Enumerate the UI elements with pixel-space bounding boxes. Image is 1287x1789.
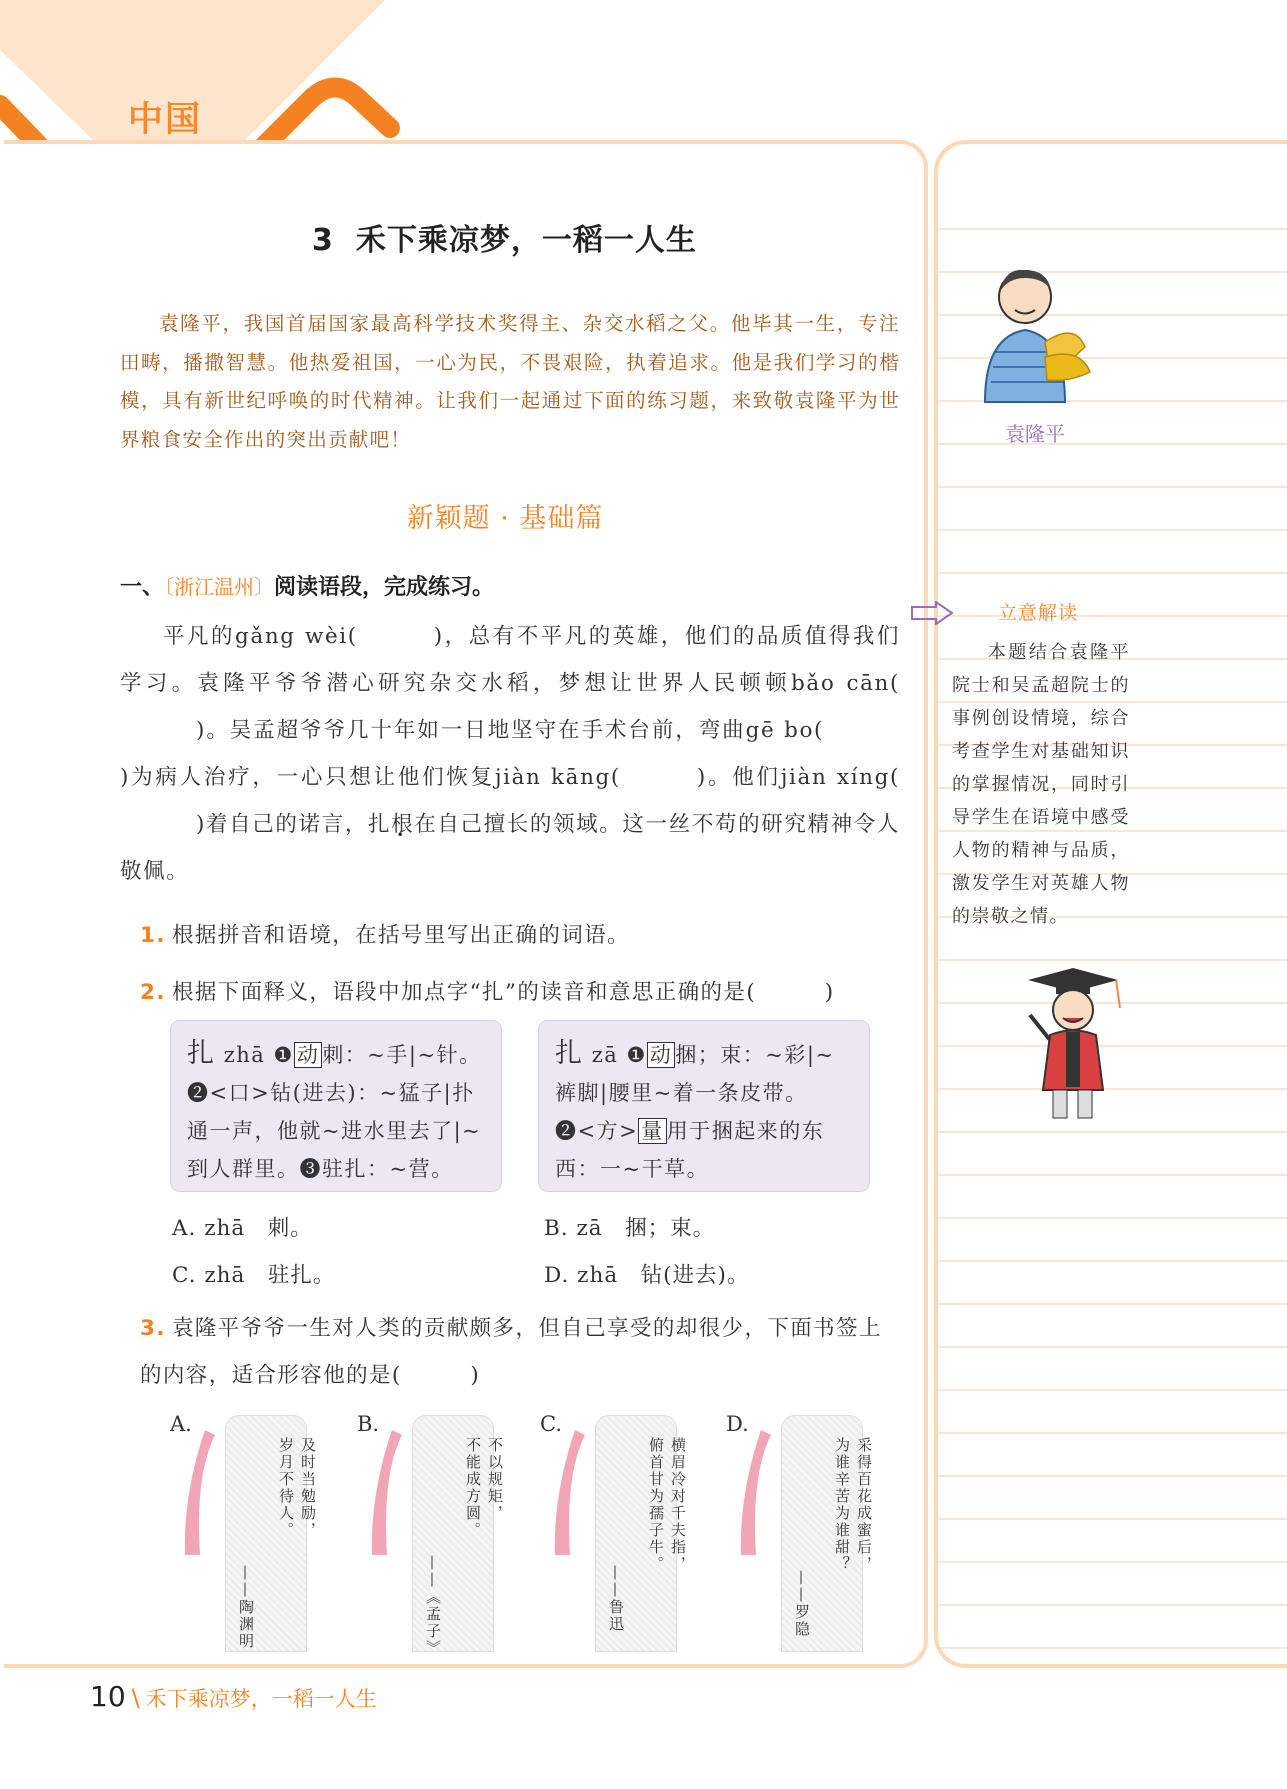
bookmark-label-b[interactable]: B.	[357, 1412, 380, 1436]
sub-question-1: 1. 根据拼音和语境，在括号里写出正确的词语。	[140, 923, 630, 948]
definition-zha: 扎 zhā ❶ 动 刺：~手|~针。 ❷<口>钻(进去)：~猛子|扑通一声，他就~进水里去了|~到人群里。❸驻扎：~营。	[170, 1020, 502, 1192]
footer-title: 禾下乘凉梦，一稻一人生	[145, 1687, 377, 1711]
portrait-caption: 袁隆平	[1005, 422, 1065, 446]
arrow-icon	[910, 601, 954, 625]
bookmark-label-c[interactable]: C.	[540, 1412, 562, 1436]
note-title: 立意解读	[998, 602, 1079, 624]
sub-question-3: 3. 袁隆平爷爷一生对人类的贡献颇多，但自己享受的却很少，下面书签上的内容，适合形容他的是( )	[140, 1316, 882, 1388]
intro-paragraph: 袁隆平，我国首届国家最高科学技术奖得主、杂交水稻之父。他毕其一生，专注田畴，播撒智慧。他热爱祖国，一心为民，不畏艰险，执着追求。他是我们学习的楷模，具有新世纪呼唤的时代精神。让我们一起通过下面的练习题，来致敬袁隆平为世界粮食安全作出的突出贡献吧！	[120, 312, 900, 451]
reading-passage: 平凡的gǎng wèi( )，总有不平凡的英雄，他们的品质值得我们学习。袁隆平爷爷潜心研究杂交水稻，梦想让世界人民顿顿bǎo cān()。吴孟超爷爷几十年如一日地坚守在手术台前，弯曲gē bo()为病人治疗，一心只想让他们恢复jiàn kāng( )。他们jiàn xíng()着自己的诺言，扎根在自己擅长的领域。这一丝不苟的研究精神令人敬佩。	[120, 624, 901, 884]
option-b[interactable]: B. zā 捆；束。	[544, 1216, 716, 1241]
graduate-cartoon-icon	[1028, 960, 1148, 1130]
bookmark-label-a[interactable]: A.	[170, 1412, 192, 1436]
yuan-longping-portrait-icon	[975, 262, 1095, 407]
option-d[interactable]: D. zhā 钻(进去)。	[544, 1263, 750, 1288]
lesson-title	[312, 215, 697, 259]
part-title: 新颖题 · 基础篇	[406, 503, 604, 534]
lesson-number: 3	[312, 223, 334, 258]
option-c[interactable]: C. zhā 驻扎。	[172, 1263, 336, 1288]
bookmark-a[interactable]: 及时当勉励， 岁月不待人。 ——陶渊明	[175, 1415, 355, 1650]
option-a[interactable]: A. zhā 刺。	[172, 1216, 313, 1241]
dotted-character: 扎	[367, 812, 392, 837]
bookmark-label-d[interactable]: D.	[726, 1412, 749, 1436]
question-source: 〔浙江温州〕	[164, 575, 275, 599]
bookmark-c[interactable]: 横眉冷对千夫指， 俯首甘为孺子牛。 ——鲁迅	[545, 1415, 725, 1650]
definition-za: 扎 zā ❶ 动 捆；束：~彩|~裤脚|腰里~着一条皮带。 ❷<方> 量 用于捆起来的东西：一~干草。	[538, 1020, 870, 1192]
page-footer	[90, 1680, 377, 1713]
bookmark-b[interactable]: 不以规矩， 不能成方圆。 ——《孟子》	[362, 1415, 542, 1650]
note-body: 本题结合袁隆平院士和吴孟超院士的事例创设情境，综合考查学生对基础知识的掌握情况，同时引导学生在语境中感受人物的精神与品质，激发学生对英雄人物的崇敬之情。	[952, 642, 1130, 927]
page-number: 10	[90, 1680, 126, 1713]
bookmark-d[interactable]: 采得百花成蜜后， 为谁辛苦为谁甜？ ——罗隐	[731, 1415, 911, 1650]
lesson-title-text: 禾下乘凉梦，一稻一人生	[355, 223, 697, 258]
sub-question-2: 2. 根据下面释义，语段中加点字“扎”的读音和意思正确的是( )	[140, 980, 835, 1005]
question-heading: 一、〔浙江温州〕阅读语段，完成练习。	[120, 575, 495, 600]
section-tag: 中国	[128, 100, 203, 140]
footer-separator: \	[131, 1684, 140, 1712]
